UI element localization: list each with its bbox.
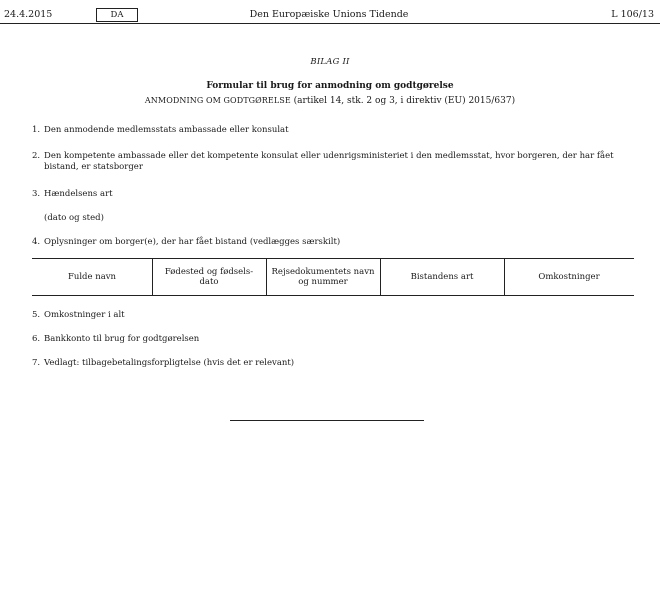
item-number: 1. <box>32 125 41 135</box>
subtitle-caps: ANMODNING OM GODTGØRELSE <box>144 96 291 105</box>
form-subtitle <box>0 96 660 106</box>
subtitle-reference: (artikel 14, stk. 2 og 3, i direktiv (EU) 2015/637) <box>290 96 516 106</box>
form-title: Formular til brug for anmodning om godtgørelse <box>206 81 454 91</box>
end-of-annex-rule <box>230 420 424 421</box>
beneficiary-table <box>32 258 634 296</box>
page-reference: L 106/13 <box>611 9 654 20</box>
item-number: 3. <box>32 189 41 199</box>
journal-title: Den Europæiske Unions Tidende <box>249 9 409 20</box>
item-text: Omkostninger i alt <box>44 310 125 320</box>
item-text: Den anmodende medlemsstats ambassade eller konsulat <box>44 125 289 135</box>
table-header-full-name: Fulde navn <box>67 272 117 282</box>
publication-date: 24.4.2015 <box>4 9 53 20</box>
table-header-travel-document: Rejsedokumentets navn og nummer <box>271 267 375 287</box>
item-number: 7. <box>32 358 41 368</box>
item-number: 6. <box>32 334 41 344</box>
header-divider <box>0 23 660 24</box>
item-3-note: (dato og sted) <box>44 213 104 223</box>
table-header-birth: Fødested og fødsels-dato <box>164 267 254 287</box>
item-text: Den kompetente ambassade eller det kompetente konsulat eller udenrigsministeriet i den medlemsstat, hvor borgeren, der har fået bistand, er statsborger <box>44 151 614 172</box>
item-text: Vedlagt: tilbagebetalingsforpligtelse (hvis det er relevant) <box>44 358 295 368</box>
table-header-costs: Omkostninger <box>538 272 600 282</box>
annex-title: BILAG II <box>310 57 350 67</box>
table-header-assistance-type: Bistandens art <box>410 272 474 282</box>
item-text: Hændelsens art <box>44 189 113 199</box>
language-code-box: DA <box>96 8 138 22</box>
item-text: Bankkonto til brug for godtgørelsen <box>44 334 200 344</box>
item-text: Oplysninger om borger(e), der har fået bistand (vedlægges særskilt) <box>44 237 341 247</box>
item-number: 2. <box>32 151 41 161</box>
item-number: 4. <box>32 237 41 247</box>
item-number: 5. <box>32 310 41 320</box>
